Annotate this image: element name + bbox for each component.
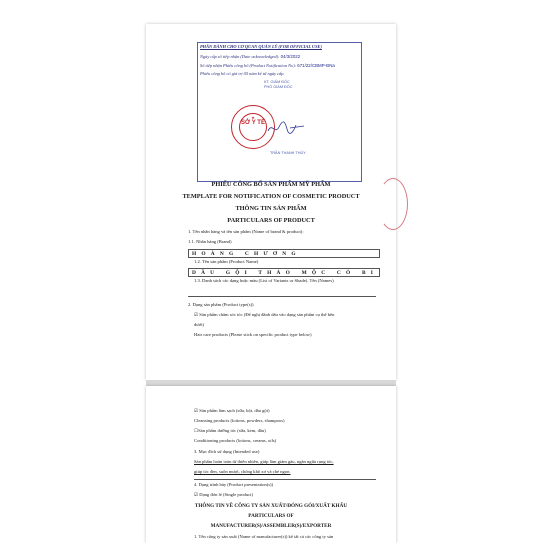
intended-use-line-2: giúp tóc đen, suôn mượt, chống khô xơ và chẻ ngọn. (194, 469, 291, 474)
product-name-label: 1.2. Tên sản phẩm (Product Name) (194, 259, 259, 264)
date-acknowledged-row (200, 54, 300, 60)
section-5-label: 1. Tên công ty sản xuất (Name of manufacturer(s)) kể tất cả các công ty sản (194, 534, 334, 539)
validity-label: Phiếu công bố có giá trị 05 năm kể từ ngày cấp. (200, 71, 285, 76)
company-header-vi: THÔNG TIN VỀ CÔNG TY SẢN XUẤT/ĐÓNG GÓI/XUẤT KHẨU (194, 503, 348, 509)
subtitle-english: PARTICULARS OF PRODUCT (227, 217, 315, 224)
document-page-2 (146, 386, 396, 543)
cleansing-option: ☑ Sản phẩm làm sạch (sữa, bột, dầu gội) (194, 408, 270, 413)
title-vietnamese: PHIẾU CÔNG BỐ SẢN PHẨM MỸ PHẨM (211, 181, 331, 188)
intended-use-line-1: Sản phẩm hoàn toàn từ thiên nhiên, giúp làm giảm gàu, ngăn ngừa rụng tóc, (194, 459, 334, 464)
brand-label: 1.1. Nhãn hàng (Brand) (188, 239, 232, 244)
signature-icon (266, 119, 306, 137)
hair-care-option: ☑ Sản phẩm chăm sóc tóc (Để nghị đánh dấu vào dạng sản phẩm cụ thể bên (194, 312, 335, 317)
official-use-header: PHẦN DÀNH CHO CƠ QUAN QUẢN LÝ (FOR OFFICIAL USE) (200, 44, 322, 49)
section-1-label: 1. Tên nhãn hàng và tên sản phẩm (Name of brand & product): (188, 229, 304, 234)
single-product-option: ☑ Dạng đơn lẻ (Single product) (194, 492, 253, 497)
hair-care-option-cont: dưới) (194, 322, 205, 327)
section-3-label: 3. Mục đích sử dụng (Intended use) (194, 449, 260, 454)
date-acknowledged-value: 04/3/2022 (280, 54, 301, 59)
subtitle-vietnamese: THÔNG TIN SẢN PHẨM (235, 205, 307, 212)
notification-number-row (200, 63, 335, 69)
page-edge-seal (378, 178, 408, 230)
signer-name: TRẦN THANH THỦY (270, 151, 306, 155)
validity-row (200, 71, 285, 77)
section-2-label: 2. Dạng sản phẩm (Product type(s)) (188, 302, 254, 307)
conditioning-option-en: Conditioning products (lotions, creams, oils) (194, 438, 277, 443)
notification-number-label: Số tiếp nhận Phiếu công bố (Product Notification No): (200, 63, 297, 68)
official-use-box (197, 42, 362, 182)
variants-rule (188, 296, 376, 297)
stamp-text: SỞ Y TẾ (241, 120, 265, 126)
stamp-star-icon: ★ (251, 115, 255, 120)
brand-field: HOÀNG CHƯƠNG (188, 249, 380, 258)
cleansing-option-en: Cleansing products (lotions, powders, shampoos) (194, 418, 285, 423)
date-acknowledged-label: Ngày cấp số tiếp nhận (Date acknowledged): (200, 54, 280, 59)
notification-number-value: 671/22/CBMP-ĐNa (297, 63, 335, 68)
intended-use-rule (194, 479, 376, 480)
section-4-label: 4. Dạng trình bày (Product presentation(s)) (194, 482, 274, 487)
sign-title-1: KT. GIÁM ĐỐC (264, 80, 290, 84)
document-page-1 (146, 24, 396, 380)
company-header-en-2: MANUFACTURER(S)/ASSEMBLER(S)/EXPORTER (210, 523, 332, 529)
company-header-en-1: PARTICULARS OF (248, 513, 294, 519)
hair-care-option-en: Hair care products (Please stick on specific product type below) (194, 332, 312, 337)
title-english: TEMPLATE FOR NOTIFICATION OF COSMETIC PRODUCT (182, 193, 360, 200)
sign-title-2: PHÓ GIÁM ĐỐC (264, 85, 293, 89)
product-name-field: DẦU GỘI THẢO MỘC CỎ BI (188, 268, 380, 277)
variants-label: 1.3. Danh sách các dạng hoặc màu (List of Variants or Shade). Tên (Names) (194, 278, 334, 283)
conditioning-option: ☐Sản phẩm dưỡng tóc (sữa, kem, dầu) (194, 428, 266, 433)
